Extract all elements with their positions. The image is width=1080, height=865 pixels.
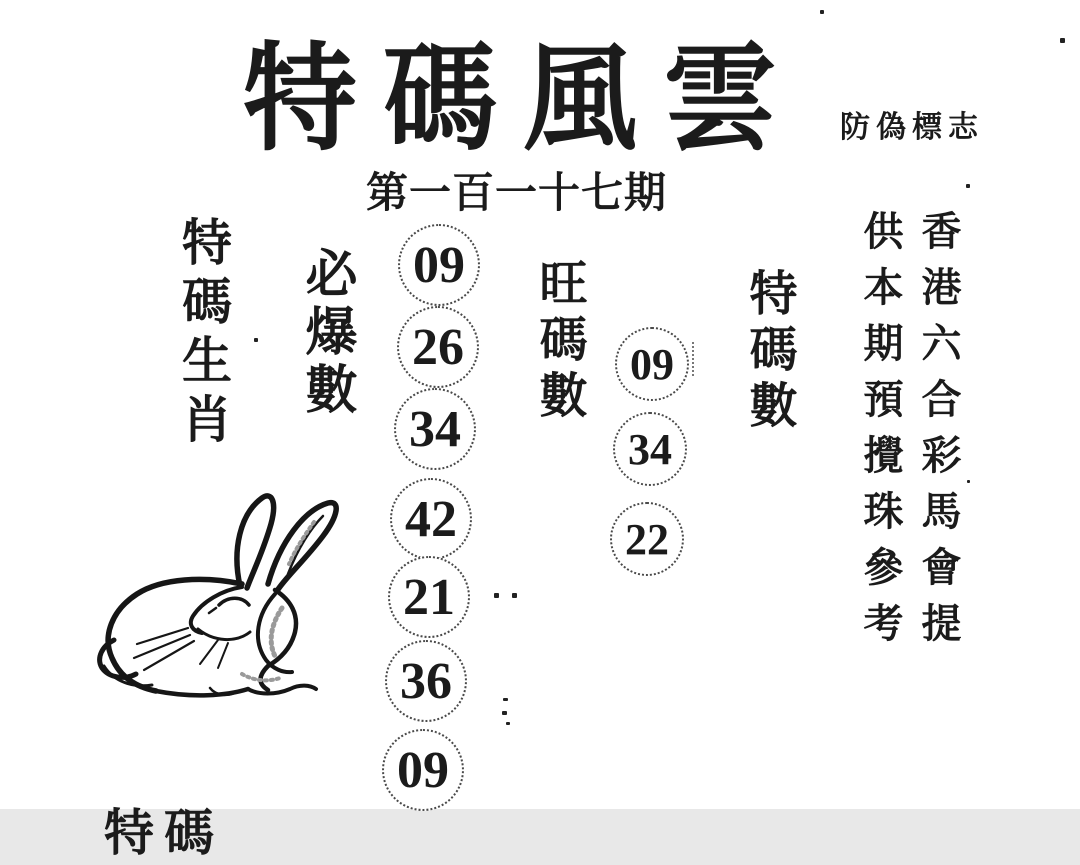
burst-number-text: 21 <box>403 568 455 626</box>
burst-number-circle <box>394 388 476 470</box>
burst-number-text: 09 <box>397 741 449 799</box>
special-count-section-label: 特碼數 <box>742 268 795 436</box>
rabbit-illustration <box>92 488 347 713</box>
page-title: 特碼風雲 <box>243 34 804 165</box>
provider-note: 香港六合彩馬會提供本期預攪珠參考 <box>858 210 961 658</box>
scan-speckle <box>506 722 510 725</box>
hot-number-circle <box>615 327 689 401</box>
hot-number-text: 09 <box>630 339 674 389</box>
hot-codes-section-label: 旺碼數 <box>532 258 585 426</box>
burst-number-circle <box>382 729 464 811</box>
must-burst-section-label: 必爆數 <box>297 246 354 420</box>
scan-speckle <box>494 593 499 598</box>
burst-number-text: 26 <box>412 318 464 376</box>
burst-number-text: 42 <box>405 490 457 548</box>
scan-speckle <box>502 711 507 715</box>
scan-speckle <box>1060 38 1065 43</box>
hot-number-text: 22 <box>625 514 669 564</box>
zodiac-section-label: 特碼生肖 <box>175 216 231 452</box>
burst-number-circle <box>385 640 467 722</box>
burst-number-text: 34 <box>409 400 461 458</box>
clipped-bottom-text: 特碼 <box>104 805 224 861</box>
hot-number-circle <box>610 502 684 576</box>
scan-speckle <box>254 338 258 342</box>
scan-speckle <box>966 184 970 188</box>
burst-number-circle <box>397 306 479 388</box>
scan-speckle <box>967 480 970 483</box>
micro-print-marks <box>692 342 697 376</box>
scan-speckle <box>503 698 508 701</box>
issue-number: 第一百一十七期 <box>366 171 668 217</box>
scan-speckle <box>820 10 824 14</box>
burst-number-circle <box>388 556 470 638</box>
anti-counterfeit-label: 防偽標志 <box>840 111 984 144</box>
hot-number-circle <box>613 412 687 486</box>
hot-number-text: 34 <box>628 424 672 474</box>
scan-speckle <box>512 593 517 598</box>
burst-number-text: 36 <box>400 652 452 710</box>
burst-number-text: 09 <box>413 236 465 294</box>
burst-number-circle <box>390 478 472 560</box>
burst-number-circle <box>398 224 480 306</box>
